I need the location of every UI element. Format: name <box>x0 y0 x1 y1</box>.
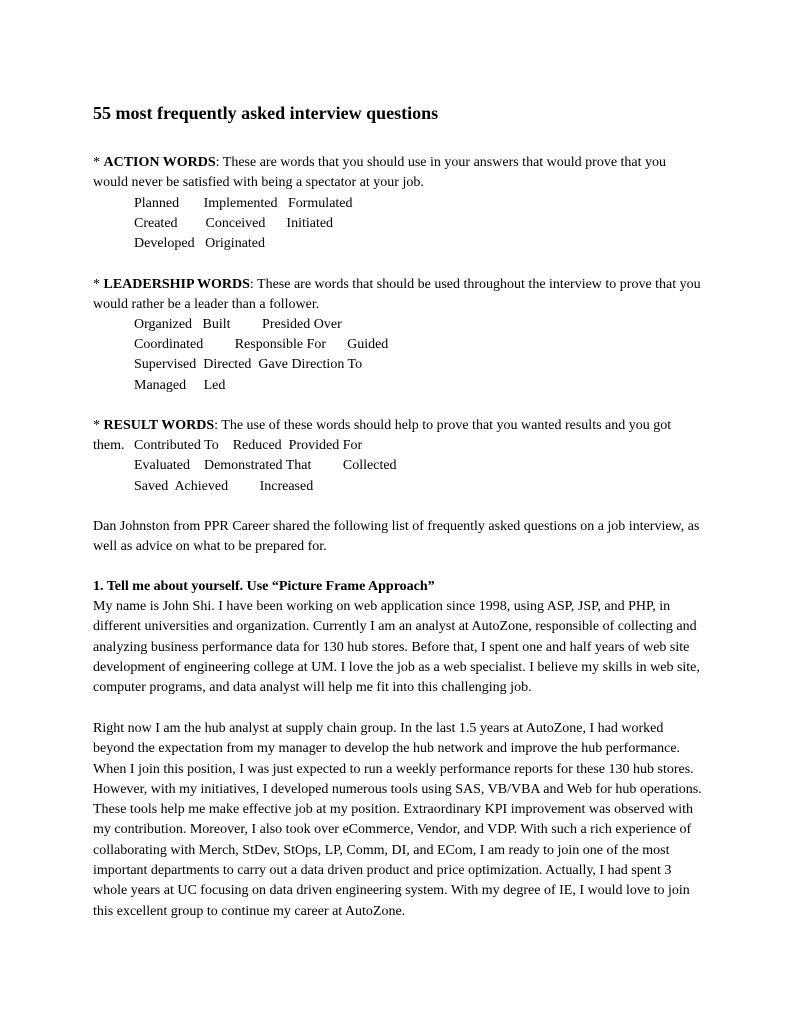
action-words-line-2: Created Conceived Initiated <box>134 216 334 231</box>
result-words-text: : The use of these words should help to prove that you wanted results and you got them. <box>93 418 672 454</box>
result-words-label: RESULT WORDS <box>103 418 215 433</box>
question-1-answer-paragraph-1: My name is John Shi. I have been working on web application since 1998, using ASP, JSP, and PHP, in different universities and organization. Currently I am an analyst at AutoZone, responsible of collecting and analyzing business performance data for 130 hub stores. Before that, I spent one and half years of web site development of engineering college at UM. I love the job as a web specialist. I believe my skills in web site, computer programs, and data analyst will help me fit into this challenging job. <box>93 599 700 696</box>
intro-paragraph: Dan Johnston from PPR Career shared the following list of frequently asked questions on a job interview, as well as advice on what to be prepared for. <box>93 519 700 555</box>
leadership-words-line-4: Managed Led <box>134 378 226 393</box>
action-words-text: : These are words that you should use in your answers that would prove that you would never be satisfied with being a spectator at your job. <box>93 155 667 191</box>
question-1-heading: 1. Tell me about yourself. Use “Picture Frame Approach” <box>93 579 435 594</box>
question-1-answer-paragraph-2: Right now I am the hub analyst at supply chain group. In the last 1.5 years at AutoZone, I had worked beyond the expectation from my manager to develop the hub network and improve the hub performance. When I join this position, I was just expected to run a weekly performance reports for these 130 hub stores. However, with my initiatives, I developed numerous tools using SAS, VB/VBA and Web for hub operations. These tools help me make effective job at my position. Extraordinary KPI improvement was observed with my contribution. Moreover, I also took over eCommerce, Vendor, and VDP. With such a rich experience of collaborating with Merch, StDev, StOps, LP, Comm, DI, and ECom, I am ready to join one of the most important departments to carry out a data driven product and price optimization. Actually, I had spent 3 whole years at UC focusing on data driven engineering system. With my degree of IE, I would love to join this excellent group to continue my career at AutoZone. <box>93 721 702 919</box>
action-words-line-3: Developed Originated <box>134 236 266 251</box>
action-words-line-1: Planned Implemented Formulated <box>134 196 353 211</box>
page-title: 55 most frequently asked interview questions <box>93 103 439 123</box>
action-words-paragraph <box>93 153 703 194</box>
leadership-words-paragraph <box>93 275 703 316</box>
leadership-words-label: LEADERSHIP WORDS <box>103 277 250 292</box>
result-words-line-2: Evaluated Demonstrated That Collected <box>134 458 397 473</box>
leadership-words-line-1: Organized Built Presided Over <box>134 317 342 332</box>
bullet-marker: * <box>93 155 104 170</box>
action-words-label: ACTION WORDS <box>103 155 216 170</box>
result-words-line-3: Saved Achieved Increased <box>134 479 314 494</box>
bullet-marker: * <box>93 418 104 433</box>
leadership-words-line-3: Supervised Directed Gave Direction To <box>134 357 363 372</box>
result-words-line-1: Contributed To Reduced Provided For <box>134 438 363 453</box>
leadership-words-text: : These are words that should be used throughout the interview to prove that you would rather be a leader than a follower. <box>93 277 701 313</box>
leadership-words-line-2: Coordinated Responsible For Guided <box>134 337 389 352</box>
bullet-marker: * <box>93 277 104 292</box>
